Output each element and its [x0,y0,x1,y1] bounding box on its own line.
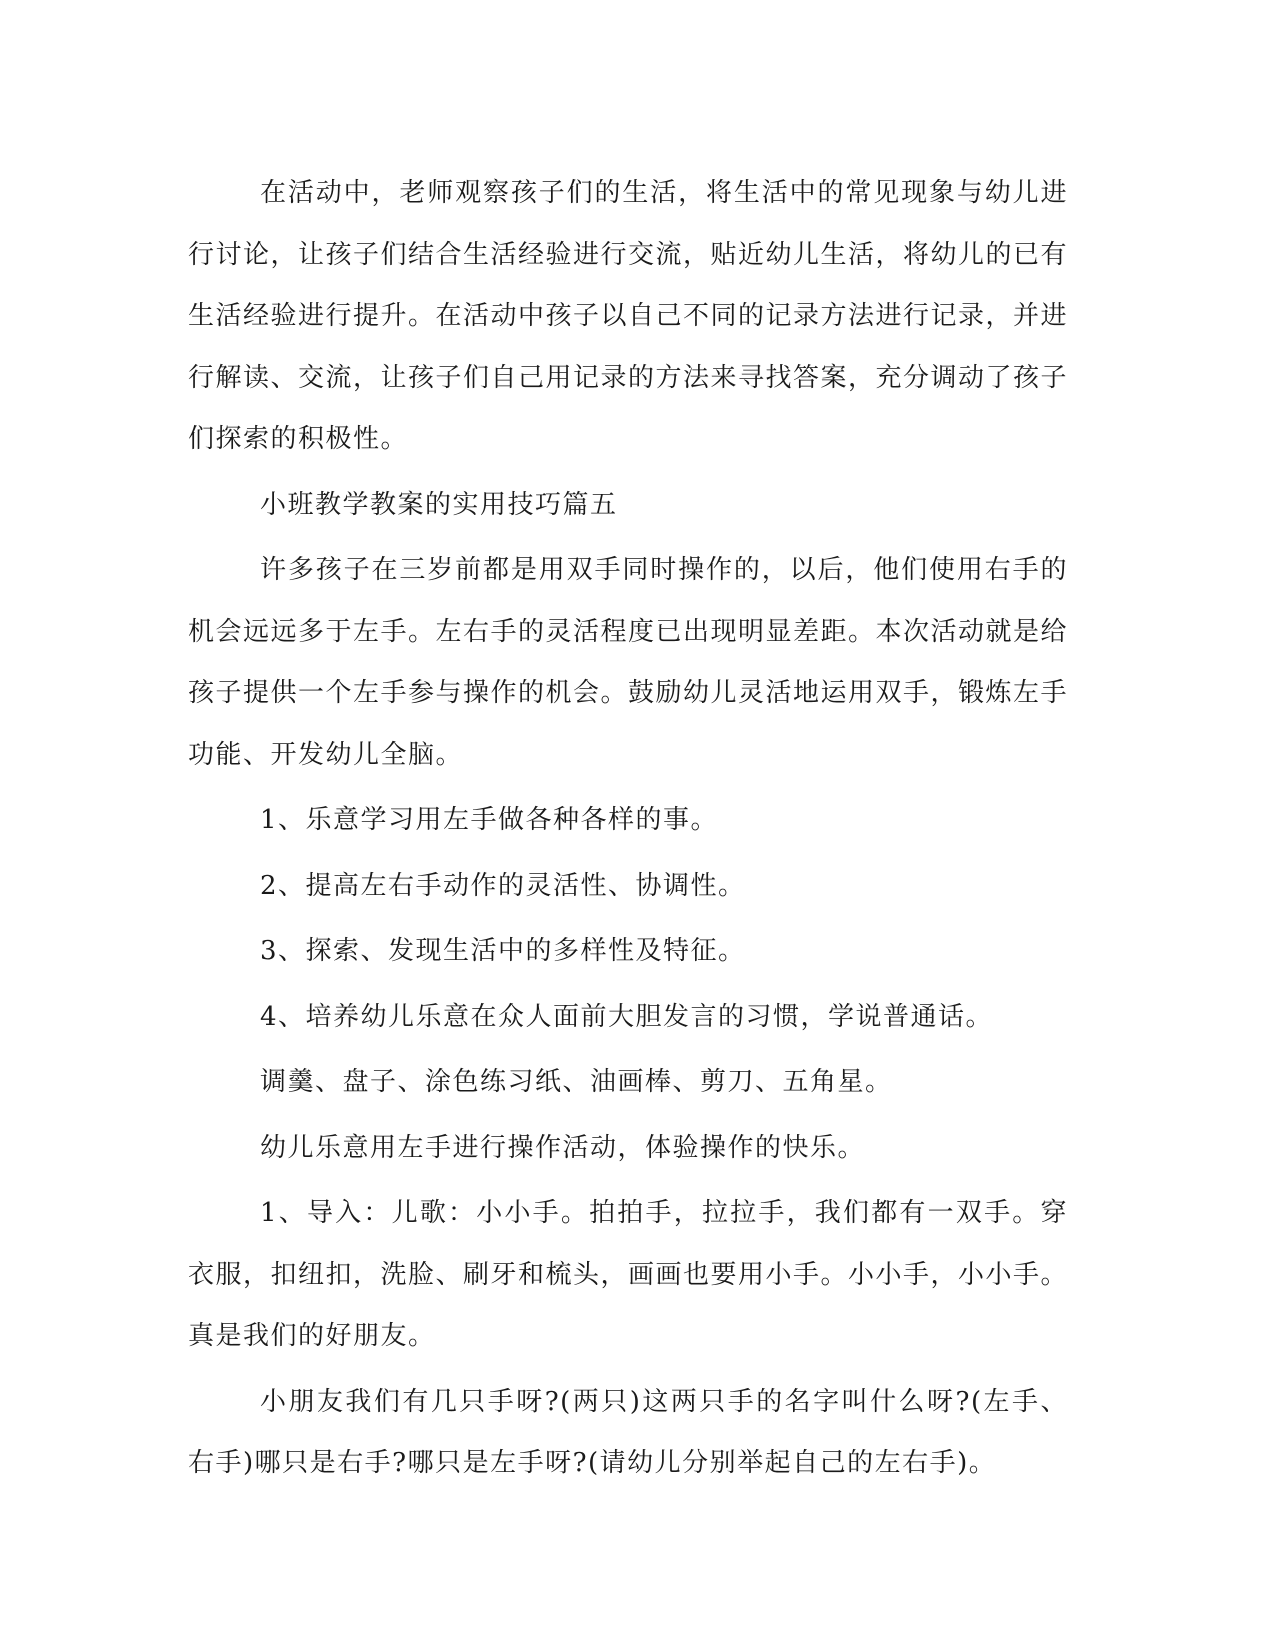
key-point-line: 幼儿乐意用左手进行操作活动，体验操作的快乐。 [260,1132,866,1163]
process-questions: 小朋友我们有几只手呀?(两只)这两只手的名字叫什么呀?(左手、右手)哪只是右手?哪只是左手呀?(请幼儿分别举起自己的左右手)。 [188,1386,1068,1478]
materials-line: 调羹、盘子、涂色练习纸、油画棒、剪刀、五角星。 [260,1067,893,1097]
goal-item-1: 1、乐意学习用左手做各种各样的事。 [260,805,719,835]
goal-item-3: 3、探索、发现生活中的多样性及特征。 [260,936,746,966]
paragraph-intro: 许多孩子在三岁前都是用双手同时操作的，以后，他们使用右手的机会远远多于左手。左右手的灵活程度已出现明显差距。本次活动就是给孩子提供一个左手参与操作的机会。鼓励幼儿灵活地运用双手，锻炼左手功能、开发幼儿全脑。 [188,555,1069,770]
paragraph-activity-reflection: 在活动中，老师观察孩子们的生活，将生活中的常见现象与幼儿进行讨论，让孩子们结合生活经验进行交流，贴近幼儿生活，将幼儿的已有生活经验进行提升。在活动中孩子以自己不同的记录方法进行记录，并进行解读、交流，让孩子们自己用记录的方法来寻找答案，充分调动了孩子们探索的积极性。 [188,178,1069,454]
process-step-1: 1、导入：儿歌：小小手。拍拍手，拉拉手，我们都有一双手。穿衣服，扣纽扣，洗脸、刷牙和梳头，画画也要用小手。小小手，小小手。真是我们的好朋友。 [188,1198,1069,1351]
goal-item-2: 2、提高左右手动作的灵活性、协调性。 [260,870,746,901]
goal-item-4: 4、培养幼儿乐意在众人面前大胆发言的习惯，学说普通话。 [260,1001,994,1032]
document-body [188,163,1068,1499]
section-heading: 小班教学教案的实用技巧篇五 [260,489,618,520]
